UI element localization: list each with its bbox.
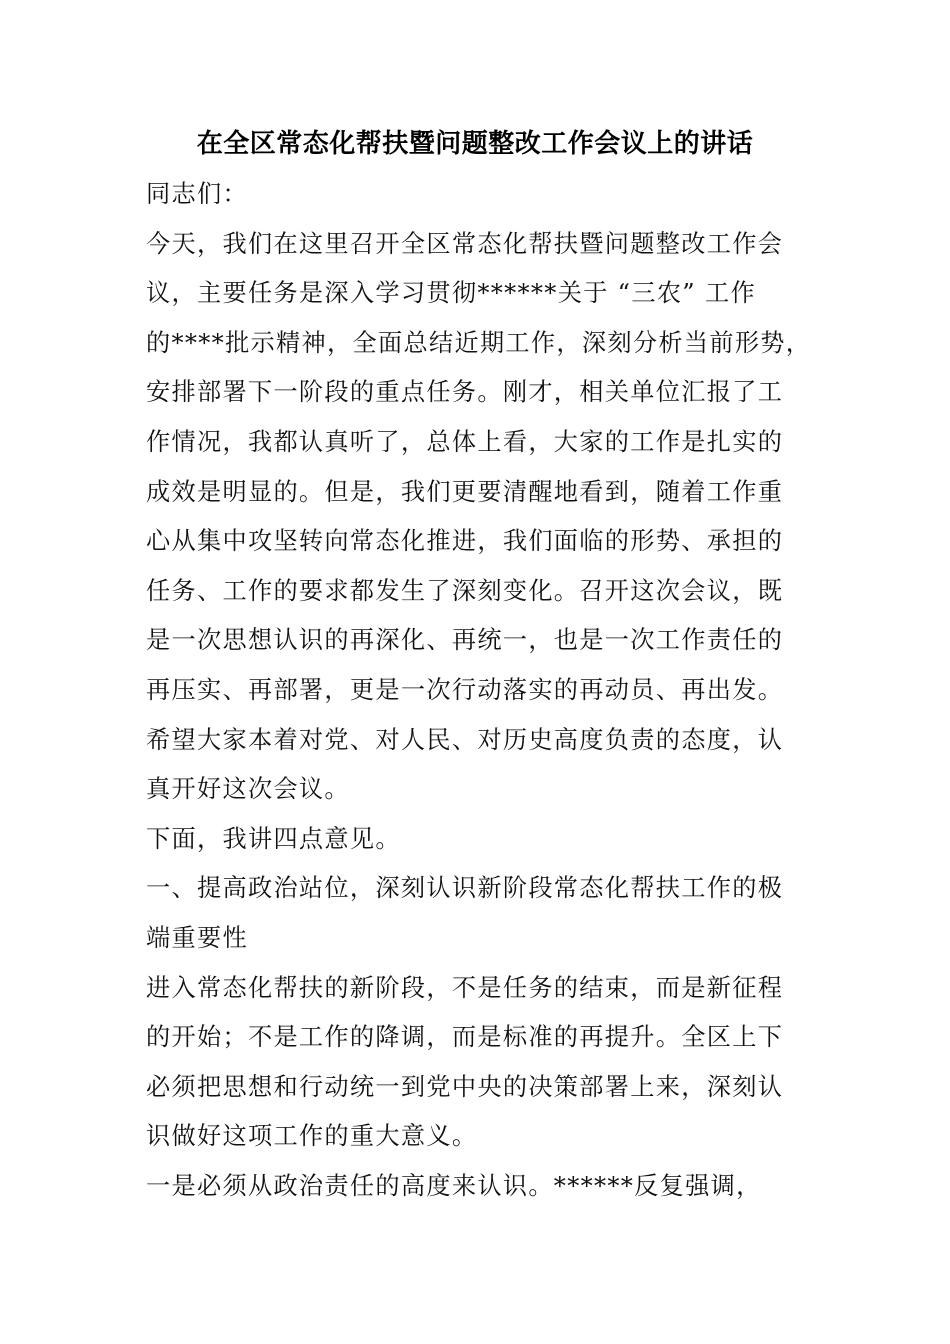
paragraph-line: 作情况，我都认真听了，总体上看，大家的工作是扎实的 [146, 427, 784, 456]
paragraph-line: 的****批示精神，全面总结近期工作，深刻分析当前形势， [146, 328, 812, 357]
paragraph-line: 进入常态化帮扶的新阶段，不是任务的结束，而是新征程 [146, 973, 784, 1002]
paragraph-line: 一是必须从政治责任的高度来认识。******反复强调， [146, 1171, 762, 1200]
paragraph-line: 的开始；不是工作的降调，而是标准的再提升。全区上下 [146, 1023, 784, 1052]
paragraph-line: 下面，我讲四点意见。 [146, 824, 401, 853]
paragraph-line: 希望大家本着对党、对人民、对历史高度负责的态度，认 [146, 725, 784, 754]
paragraph-line: 识做好这项工作的重大意义。 [146, 1122, 478, 1151]
document-body [146, 170, 826, 1211]
paragraph-line: 安排部署下一阶段的重点任务。刚才，相关单位汇报了工 [146, 378, 784, 407]
paragraph-line: 必须把思想和行动统一到党中央的决策部署上来，深刻认 [146, 1072, 784, 1101]
paragraph-line: 真开好这次会议。 [146, 775, 350, 804]
paragraph-line: 任务、工作的要求都发生了深刻变化。召开这次会议，既 [146, 576, 784, 605]
paragraph-line: 再压实、再部署，更是一次行动落实的再动员、再出发。 [146, 675, 784, 704]
document-title: 在全区常态化帮扶暨问题整改工作会议上的讲话 [196, 129, 754, 159]
paragraph-line: 是一次思想认识的再深化、再统一，也是一次工作责任的 [146, 626, 784, 655]
paragraph-line: 心从集中攻坚转向常态化推进，我们面临的形势、承担的 [146, 527, 784, 556]
section-heading-line: 端重要性 [146, 923, 248, 952]
salutation-line: 同志们： [146, 180, 248, 208]
paragraph-line: 今天，我们在这里召开全区常态化帮扶暨问题整改工作会 [146, 229, 784, 258]
paragraph-line: 成效是明显的。但是，我们更要清醒地看到，随着工作重 [146, 477, 784, 506]
paragraph-line: 议，主要任务是深入学习贯彻******关于 “三农” 工作 [146, 279, 756, 308]
section-heading-line: 一、提高政治站位，深刻认识新阶段常态化帮扶工作的极 [146, 874, 784, 903]
